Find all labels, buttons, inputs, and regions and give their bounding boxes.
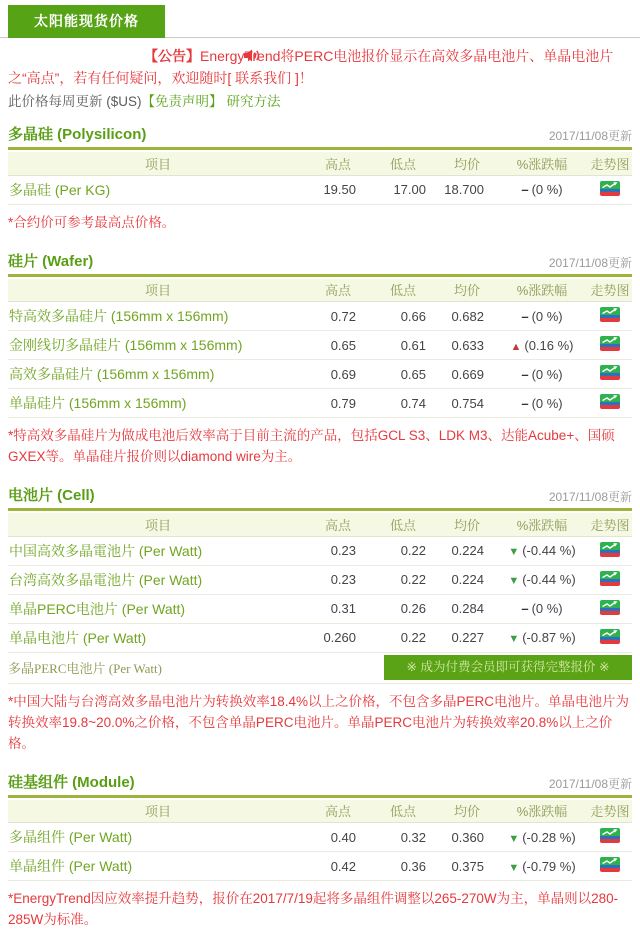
high-value: 0.23 <box>308 565 368 594</box>
item-label: 台湾高效多晶電池片 (Per Watt) <box>8 565 308 594</box>
table-row <box>8 175 632 204</box>
trend-cell <box>588 536 632 565</box>
change-direction-icon: – <box>521 309 528 324</box>
locked-table-row <box>8 652 632 683</box>
section-header <box>8 250 632 271</box>
avg-value: 0.375 <box>438 852 496 881</box>
low-value: 0.22 <box>368 536 438 565</box>
column-header: 均价 <box>438 513 496 536</box>
avg-value: 0.224 <box>438 565 496 594</box>
price-table <box>8 279 632 419</box>
low-value: 0.74 <box>368 389 438 418</box>
change-direction-icon: – <box>521 367 528 382</box>
change-cell <box>496 565 588 594</box>
low-value: 0.66 <box>368 302 438 331</box>
change-percent: (0 %) <box>532 309 563 324</box>
meta-line <box>8 91 632 112</box>
low-value: 0.65 <box>368 360 438 389</box>
price-section <box>8 123 632 233</box>
change-direction-icon: ▼ <box>508 575 519 587</box>
high-value: 19.50 <box>308 175 368 204</box>
announcement-prefix: 【公告】 <box>144 48 200 64</box>
banner-cell <box>308 652 632 683</box>
column-header: 低点 <box>368 800 438 823</box>
column-header: 项目 <box>8 800 308 823</box>
column-header: 低点 <box>368 513 438 536</box>
high-value: 0.72 <box>308 302 368 331</box>
table-row <box>8 389 632 418</box>
page-tab-solar-spot-price[interactable]: 太阳能现货价格 <box>8 5 165 38</box>
trend-chart-icon[interactable] <box>600 542 620 557</box>
high-value: 0.260 <box>308 623 368 652</box>
methodology-link[interactable]: 研究方法 <box>227 94 281 109</box>
column-header: 项目 <box>8 513 308 536</box>
avg-value: 0.224 <box>438 536 496 565</box>
price-section <box>8 250 632 468</box>
column-header: 走势图 <box>588 279 632 302</box>
avg-value: 0.754 <box>438 389 496 418</box>
section-divider <box>8 147 632 150</box>
announcement-suffix: ！ <box>299 70 313 86</box>
trend-chart-icon[interactable] <box>600 365 620 380</box>
item-label: 金刚线切多晶硅片 (156mm x 156mm) <box>8 331 308 360</box>
avg-value: 0.284 <box>438 594 496 623</box>
item-label: 中国高效多晶電池片 (Per Watt) <box>8 536 308 565</box>
megaphone-icon <box>126 46 142 59</box>
change-direction-icon: ▲ <box>510 341 521 353</box>
low-value: 0.26 <box>368 594 438 623</box>
trend-cell <box>588 331 632 360</box>
column-header: 高点 <box>308 513 368 536</box>
section-divider <box>8 274 632 277</box>
trend-cell <box>588 594 632 623</box>
change-cell <box>496 175 588 204</box>
high-value: 0.23 <box>308 536 368 565</box>
announcement <box>8 45 632 89</box>
item-label: 多晶组件 (Per Watt) <box>8 823 308 852</box>
low-value: 0.61 <box>368 331 438 360</box>
change-percent: (0.16 %) <box>524 338 573 353</box>
column-header: 走势图 <box>588 513 632 536</box>
section-divider <box>8 508 632 511</box>
change-cell <box>496 360 588 389</box>
table-row <box>8 823 632 852</box>
section-updated-date: 2017/11/08更新 <box>549 775 632 792</box>
trend-cell <box>588 302 632 331</box>
avg-value: 0.227 <box>438 623 496 652</box>
trend-chart-icon[interactable] <box>600 600 620 615</box>
change-percent: (-0.87 %) <box>522 630 575 645</box>
avg-value: 18.700 <box>438 175 496 204</box>
table-row <box>8 594 632 623</box>
change-direction-icon: ▼ <box>508 546 519 558</box>
price-table <box>8 800 632 882</box>
section-updated-date: 2017/11/08更新 <box>549 127 632 144</box>
change-cell <box>496 594 588 623</box>
item-label: 单晶组件 (Per Watt) <box>8 852 308 881</box>
change-direction-icon: ▼ <box>508 833 519 845</box>
trend-cell <box>588 389 632 418</box>
change-percent: (0 %) <box>532 601 563 616</box>
change-cell <box>496 302 588 331</box>
avg-value: 0.633 <box>438 331 496 360</box>
item-label: 特高效多晶硅片 (156mm x 156mm) <box>8 302 308 331</box>
change-direction-icon: – <box>521 601 528 616</box>
trend-chart-icon[interactable] <box>600 828 620 843</box>
high-value: 0.31 <box>308 594 368 623</box>
table-row <box>8 302 632 331</box>
table-row <box>8 623 632 652</box>
low-value: 0.36 <box>368 852 438 881</box>
high-value: 0.42 <box>308 852 368 881</box>
contact-us-link[interactable]: [ 联系我们 ] <box>227 70 299 86</box>
table-row <box>8 852 632 881</box>
avg-value: 0.669 <box>438 360 496 389</box>
change-cell <box>496 623 588 652</box>
section-footnote: *EnergyTrend因应效率提升趋势，报价在2017/7/19起将多晶组件调整以265-270W为主，单晶则以280-285W为标准。 <box>8 888 632 930</box>
price-table <box>8 152 632 205</box>
trend-chart-icon[interactable] <box>600 307 620 322</box>
change-percent: (-0.44 %) <box>522 543 575 558</box>
locked-item-label: 多晶PERC电池片 (Per Watt) <box>8 652 308 683</box>
trend-chart-icon[interactable] <box>600 394 620 409</box>
column-header: 高点 <box>308 152 368 175</box>
price-section <box>8 484 632 754</box>
trend-cell <box>588 175 632 204</box>
trend-chart-icon[interactable] <box>600 571 620 586</box>
section-header <box>8 771 632 792</box>
section-title: 多晶硅 (Polysilicon) <box>8 123 146 144</box>
column-header: %涨跌幅 <box>496 279 588 302</box>
column-header: 低点 <box>368 152 438 175</box>
trend-chart-icon[interactable] <box>600 629 620 644</box>
low-value: 0.32 <box>368 823 438 852</box>
section-title: 电池片 (Cell) <box>8 484 95 505</box>
item-label: 单晶PERC电池片 (Per Watt) <box>8 594 308 623</box>
item-label: 多晶硅 (Per KG) <box>8 175 308 204</box>
trend-cell <box>588 565 632 594</box>
column-header: 走势图 <box>588 800 632 823</box>
table-row <box>8 565 632 594</box>
change-percent: (-0.44 %) <box>522 572 575 587</box>
column-header: 走势图 <box>588 152 632 175</box>
announcement-text: EnergyTrend将PERC电池报价显示在高效多晶电池片、单晶电池片之“高点”，若有任何疑问，欢迎随时 <box>8 48 613 86</box>
price-table <box>8 513 632 684</box>
membership-upsell-banner[interactable]: ※ 成为付费会员即可获得完整报价 ※ <box>384 655 632 680</box>
change-percent: (-0.79 %) <box>522 859 575 874</box>
trend-chart-icon[interactable] <box>600 181 620 196</box>
column-header: 低点 <box>368 279 438 302</box>
high-value: 0.69 <box>308 360 368 389</box>
table-row <box>8 331 632 360</box>
table-row <box>8 536 632 565</box>
high-value: 0.40 <box>308 823 368 852</box>
high-value: 0.65 <box>308 331 368 360</box>
section-divider <box>8 795 632 798</box>
trend-chart-icon[interactable] <box>600 857 620 872</box>
section-updated-date: 2017/11/08更新 <box>549 488 632 505</box>
update-frequency-note: 此价格每周更新 ($US) <box>8 94 142 109</box>
sections-container <box>8 123 632 930</box>
section-header <box>8 123 632 144</box>
column-header: 均价 <box>438 279 496 302</box>
table-row <box>8 360 632 389</box>
disclaimer-link[interactable]: 【免责声明】 <box>142 94 223 109</box>
section-header <box>8 484 632 505</box>
item-label: 单晶硅片 (156mm x 156mm) <box>8 389 308 418</box>
change-percent: (0 %) <box>532 182 563 197</box>
change-direction-icon: ▼ <box>508 633 519 645</box>
change-percent: (0 %) <box>532 396 563 411</box>
change-cell <box>496 389 588 418</box>
table-header-row <box>8 800 632 823</box>
section-footnote: *特高效多晶硅片为做成电池后效率高于目前主流的产品，包括GCL S3、LDK M3、达能Acube+、国硕GXEX等。单晶硅片报价则以diamond wire为主。 <box>8 425 632 467</box>
low-value: 0.22 <box>368 565 438 594</box>
change-direction-icon: – <box>521 396 528 411</box>
trend-cell <box>588 823 632 852</box>
low-value: 17.00 <box>368 175 438 204</box>
change-direction-icon: – <box>521 182 528 197</box>
change-cell <box>496 823 588 852</box>
table-header-row <box>8 513 632 536</box>
item-label: 单晶电池片 (Per Watt) <box>8 623 308 652</box>
trend-cell <box>588 852 632 881</box>
section-title: 硅片 (Wafer) <box>8 250 93 271</box>
tab-bar <box>0 0 640 38</box>
section-footnote: *中国大陆与台湾高效多晶电池片为转换效率18.4%以上之价格，不包含多晶PERC电池片。单晶电池片为转换效率19.8~20.0%之价格，不包含单晶PERC电池片。单晶PERC电池片为转换效率20.8%以上之价格。 <box>8 691 632 754</box>
change-cell <box>496 536 588 565</box>
price-section <box>8 771 632 930</box>
column-header: 项目 <box>8 152 308 175</box>
column-header: %涨跌幅 <box>496 152 588 175</box>
column-header: 均价 <box>438 800 496 823</box>
trend-chart-icon[interactable] <box>600 336 620 351</box>
change-percent: (0 %) <box>532 367 563 382</box>
section-title: 硅基组件 (Module) <box>8 771 135 792</box>
column-header: 均价 <box>438 152 496 175</box>
change-direction-icon: ▼ <box>508 862 519 874</box>
section-updated-date: 2017/11/08更新 <box>549 254 632 271</box>
high-value: 0.79 <box>308 389 368 418</box>
avg-value: 0.360 <box>438 823 496 852</box>
change-cell <box>496 331 588 360</box>
change-percent: (-0.28 %) <box>522 830 575 845</box>
table-header-row <box>8 152 632 175</box>
column-header: %涨跌幅 <box>496 800 588 823</box>
avg-value: 0.682 <box>438 302 496 331</box>
trend-cell <box>588 360 632 389</box>
low-value: 0.22 <box>368 623 438 652</box>
item-label: 高效多晶硅片 (156mm x 156mm) <box>8 360 308 389</box>
column-header: 高点 <box>308 279 368 302</box>
column-header: 项目 <box>8 279 308 302</box>
column-header: 高点 <box>308 800 368 823</box>
section-footnote: *合约价可参考最高点价格。 <box>8 212 632 233</box>
change-cell <box>496 852 588 881</box>
trend-cell <box>588 623 632 652</box>
table-header-row <box>8 279 632 302</box>
column-header: %涨跌幅 <box>496 513 588 536</box>
